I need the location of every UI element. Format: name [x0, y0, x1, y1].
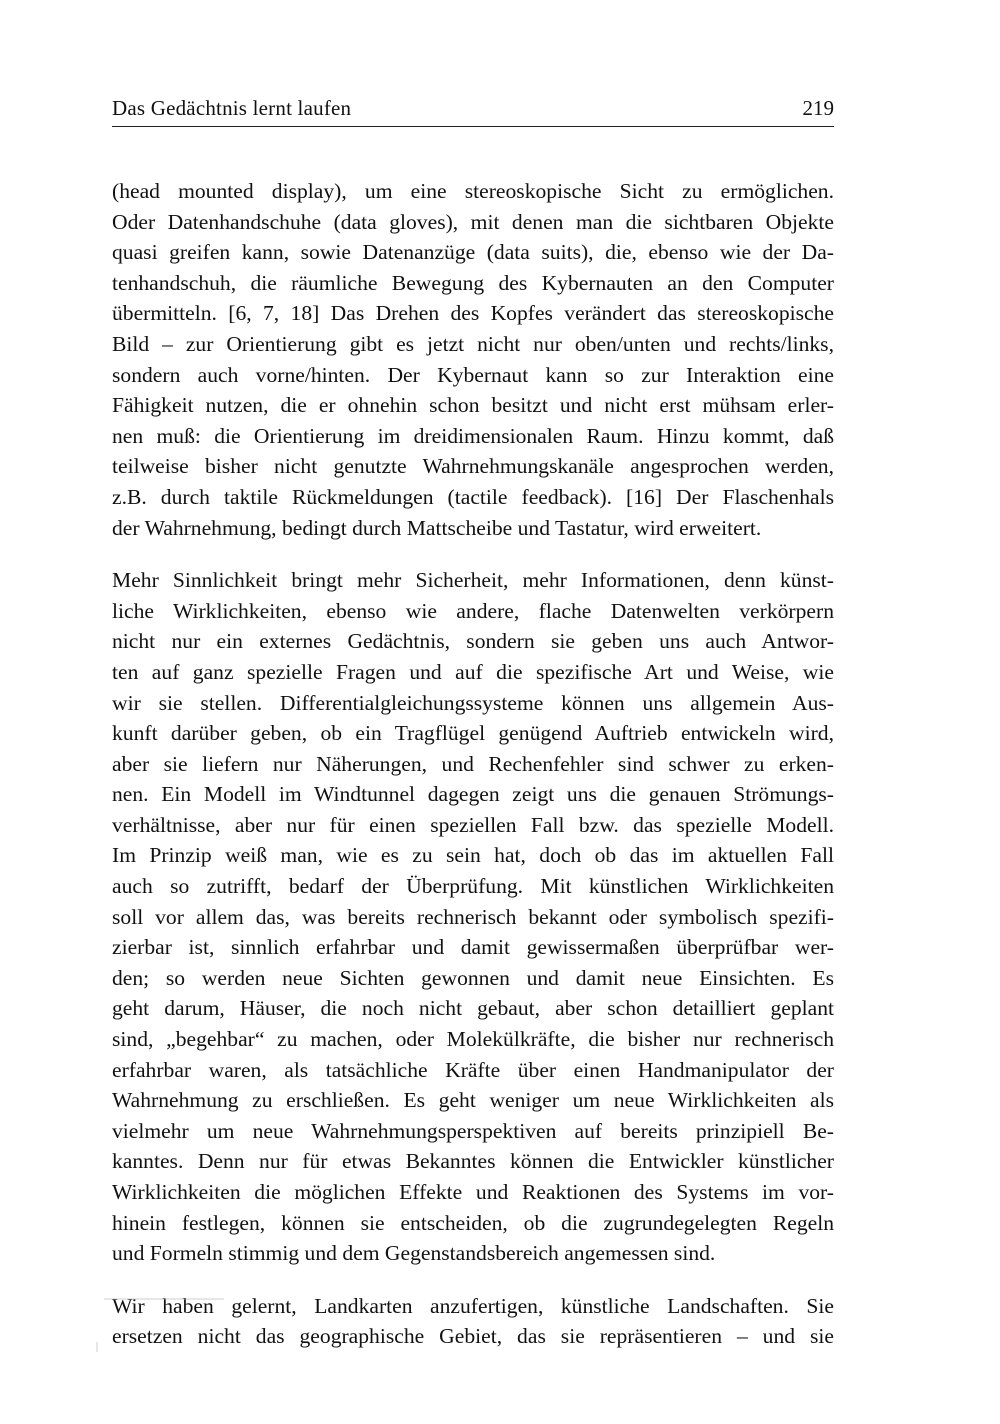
text-line: hinein festlegen, können sie entscheiden, ob die zugrundegelegten Regeln — [112, 1210, 834, 1235]
text-line: Wirklichkeiten die möglichen Effekte und Reaktionen des Systems im vor- — [112, 1180, 834, 1204]
page-number: 219 — [802, 96, 834, 120]
text-line: quasi greifen kann, sowie Datenanzüge (data suits), die, ebenso wie der Da- — [112, 240, 834, 265]
text-line: Bild – zur Orientierung gibt es jetzt nicht nur oben/unten und rechts/links, — [112, 331, 834, 356]
text-line: Wahrnehmung zu erschließen. Es geht weniger um neue Wirklichkeiten als — [112, 1088, 834, 1113]
text-line: kanntes. Denn nur für etwas Bekanntes können die Entwickler künstlicher — [112, 1149, 834, 1174]
text-line: Wir haben gelernt, Landkarten anzufertigen, künstliche Landschaften. Sie — [112, 1293, 834, 1318]
text-line: nicht nur ein externes Gedächtnis, sondern sie geben uns auch Antwor- — [112, 629, 834, 654]
text-line: Im Prinzip weiß man, wie es zu sein hat, doch ob das im aktuellen Fall — [112, 843, 834, 868]
text-line: wir sie stellen. Differentialgleichungssysteme können uns allgemein Aus- — [112, 690, 834, 715]
text-line: soll vor allem das, was bereits rechnerisch bekannt oder symbolisch spezifi- — [112, 904, 834, 929]
text-line: teilweise bisher nicht genutzte Wahrnehmungskanäle angesprochen werden, — [112, 454, 834, 479]
text-line: der Wahrnehmung, bedingt durch Mattscheibe und Tastatur, wird erweitert. — [112, 515, 762, 540]
scan-noise — [96, 1342, 98, 1352]
text-line: verhältnisse, aber nur für einen speziellen Fall bzw. das spezielle Modell. — [112, 812, 834, 837]
text-line: sondern auch vorne/hinten. Der Kybernaut kann so zur Interaktion eine — [112, 362, 834, 387]
text-line: erfahrbar waren, als tatsächliche Kräfte über einen Handmanipulator der — [112, 1057, 834, 1082]
text-line: Mehr Sinnlichkeit bringt mehr Sicherheit, mehr Informationen, denn künst- — [112, 568, 834, 593]
text-line: den; so werden neue Sichten gewonnen und damit neue Einsichten. Es — [112, 965, 834, 990]
text-line: ersetzen nicht das geographische Gebiet, das sie repräsentieren – und sie — [112, 1324, 834, 1349]
text-line: geht darum, Häuser, die noch nicht gebaut, aber schon detailliert geplant — [112, 996, 834, 1021]
text-line: nen. Ein Modell im Windtunnel dagegen zeigt uns die genauen Strömungs- — [112, 782, 834, 807]
text-line: tenhandschuh, die räumliche Bewegung des Kybernauten an den Computer — [112, 270, 834, 295]
text-line: Oder Datenhandschuhe (data gloves), mit denen man die sichtbaren Objekte — [112, 209, 834, 234]
running-header — [112, 96, 834, 127]
body-text — [112, 176, 834, 1374]
text-line: ten auf ganz spezielle Fragen und auf die spezifische Art und Weise, wie — [112, 659, 834, 684]
text-line: und Formeln stimmig und dem Gegenstandsbereich angemessen sind. — [112, 1241, 716, 1266]
text-line: nen muß: die Orientierung im dreidimensionalen Raum. Hinzu kommt, daß — [112, 423, 834, 448]
text-line: liche Wirklichkeiten, ebenso wie andere, flache Datenwelten verkörpern — [112, 598, 834, 623]
text-line: aber sie liefern nur Näherungen, und Rechenfehler sind schwer zu erken- — [112, 751, 834, 776]
text-line: kunft darüber geben, ob ein Tragflügel genügend Auftrieb entwickeln wird, — [112, 721, 834, 746]
text-line: zierbar ist, sinnlich erfahrbar und damit gewissermaßen überprüfbar wer- — [112, 935, 834, 960]
text-line: (head mounted display), um eine stereoskopische Sicht zu ermöglichen. — [112, 179, 834, 203]
text-line: sind, „begehbar“ zu machen, oder Molekülkräfte, die bisher nur rechnerisch — [112, 1027, 834, 1052]
text-line: z.B. durch taktile Rückmeldungen (tactile feedback). [16] Der Flaschenhals — [112, 484, 834, 509]
text-line: übermitteln. [6, 7, 18] Das Drehen des Kopfes verändert das stereoskopische — [112, 301, 834, 326]
text-line: Fähigkeit nutzen, die er ohnehin schon besitzt und nicht erst mühsam erler- — [112, 393, 834, 418]
text-line: vielmehr um neue Wahrnehmungsperspektiven auf bereits prinzipiell Be- — [112, 1118, 834, 1143]
running-title: Das Gedächtnis lernt laufen — [112, 96, 352, 120]
text-line: auch so zutrifft, bedarf der Überprüfung. Mit künstlichen Wirklichkeiten — [112, 874, 834, 899]
scan-noise — [104, 1298, 224, 1300]
paragraph — [112, 565, 834, 1269]
paragraph — [112, 176, 834, 543]
